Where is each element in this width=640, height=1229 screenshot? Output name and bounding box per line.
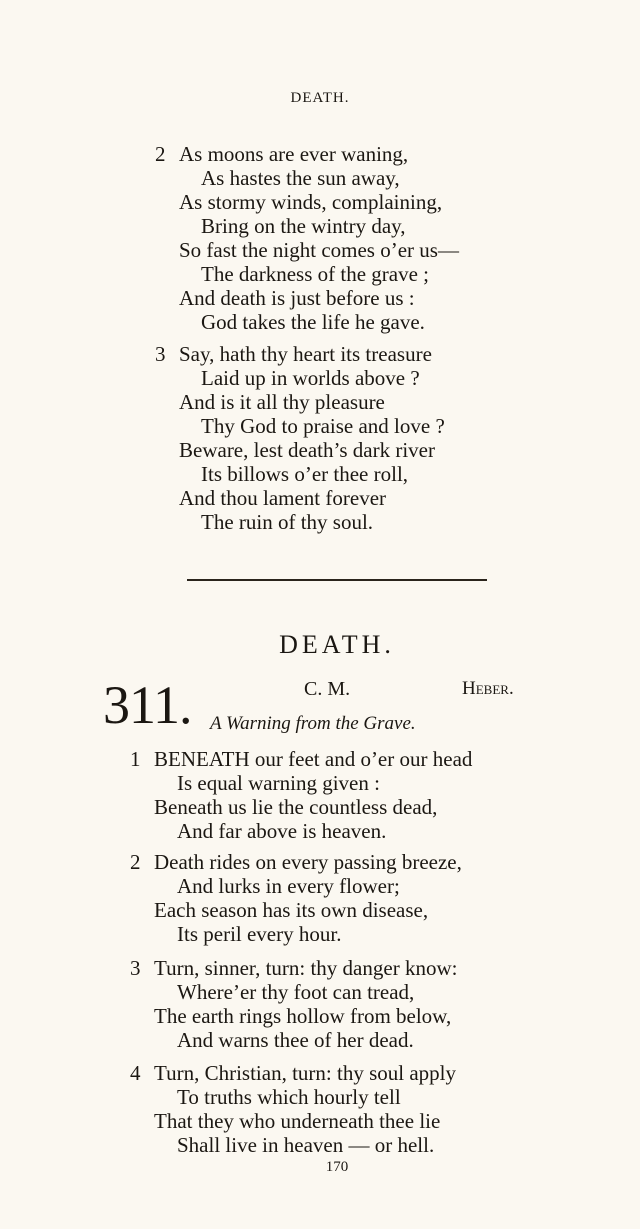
verse-line: Death rides on every passing breeze, (154, 850, 462, 874)
verse-number: 3 (130, 956, 141, 980)
verse-line: As stormy winds, complaining, (179, 190, 443, 214)
hymn-subtitle: A Warning from the Grave. (210, 713, 416, 734)
verse-line: That they who underneath thee lie (154, 1109, 441, 1133)
running-header: DEATH. (290, 90, 350, 106)
verse-number: 2 (155, 142, 166, 166)
verse-line: BENEATH our feet and o’er our head (154, 747, 473, 771)
verse-number: 1 (130, 747, 141, 771)
verse-line: Thy God to praise and love ? (201, 414, 445, 438)
section-divider (187, 579, 487, 581)
verse-line: Turn, Christian, turn: thy soul apply (154, 1061, 456, 1085)
verse-number: 2 (130, 850, 141, 874)
verse-line: Say, hath thy heart its treasure (179, 342, 432, 366)
verse-line: Its peril every hour. (177, 922, 342, 946)
verse-line: The ruin of thy soul. (201, 510, 374, 534)
verse-line: And is it all thy pleasure (179, 390, 385, 414)
verse-line: As moons are ever waning, (179, 142, 409, 166)
verse-line: Its billows o’er thee roll, (201, 462, 409, 486)
verse-line: Each season has its own disease, (154, 898, 429, 922)
verse-line: The earth rings hollow from below, (154, 1004, 452, 1028)
verse-line: As hastes the sun away, (201, 166, 400, 190)
verse-line: And far above is heaven. (177, 819, 387, 843)
verse-line: Is equal warning given : (177, 771, 380, 795)
verse-number: 3 (155, 342, 166, 366)
verse-line: The darkness of the grave ; (201, 262, 429, 286)
verse-line: God takes the life he gave. (201, 310, 425, 334)
section-title: DEATH. (279, 630, 395, 659)
hymn-author: Heber. (462, 678, 514, 699)
verse-line: Where’er thy foot can tread, (177, 980, 415, 1004)
page-number: 170 (325, 1159, 349, 1175)
verse-line: Turn, sinner, turn: thy danger know: (154, 956, 458, 980)
hymn-meter: C. M. (304, 678, 351, 700)
verse-line: Bring on the wintry day, (201, 214, 406, 238)
verse-line: And thou lament forever (179, 486, 387, 510)
verse-line: Beware, lest death’s dark river (179, 438, 435, 462)
hymn-number: 311. (103, 675, 192, 735)
verse-line: And lurks in every flower; (177, 874, 400, 898)
verse-number: 4 (130, 1061, 141, 1085)
verse-line: So fast the night comes o’er us— (179, 238, 459, 262)
verse-line: Shall live in heaven — or hell. (177, 1133, 435, 1157)
verse-line: Beneath us lie the countless dead, (154, 795, 438, 819)
verse-line: And death is just before us : (179, 286, 415, 310)
verse-line: Laid up in worlds above ? (201, 366, 420, 390)
verse-line: To truths which hourly tell (177, 1085, 401, 1109)
verse-line: And warns thee of her dead. (177, 1028, 414, 1052)
